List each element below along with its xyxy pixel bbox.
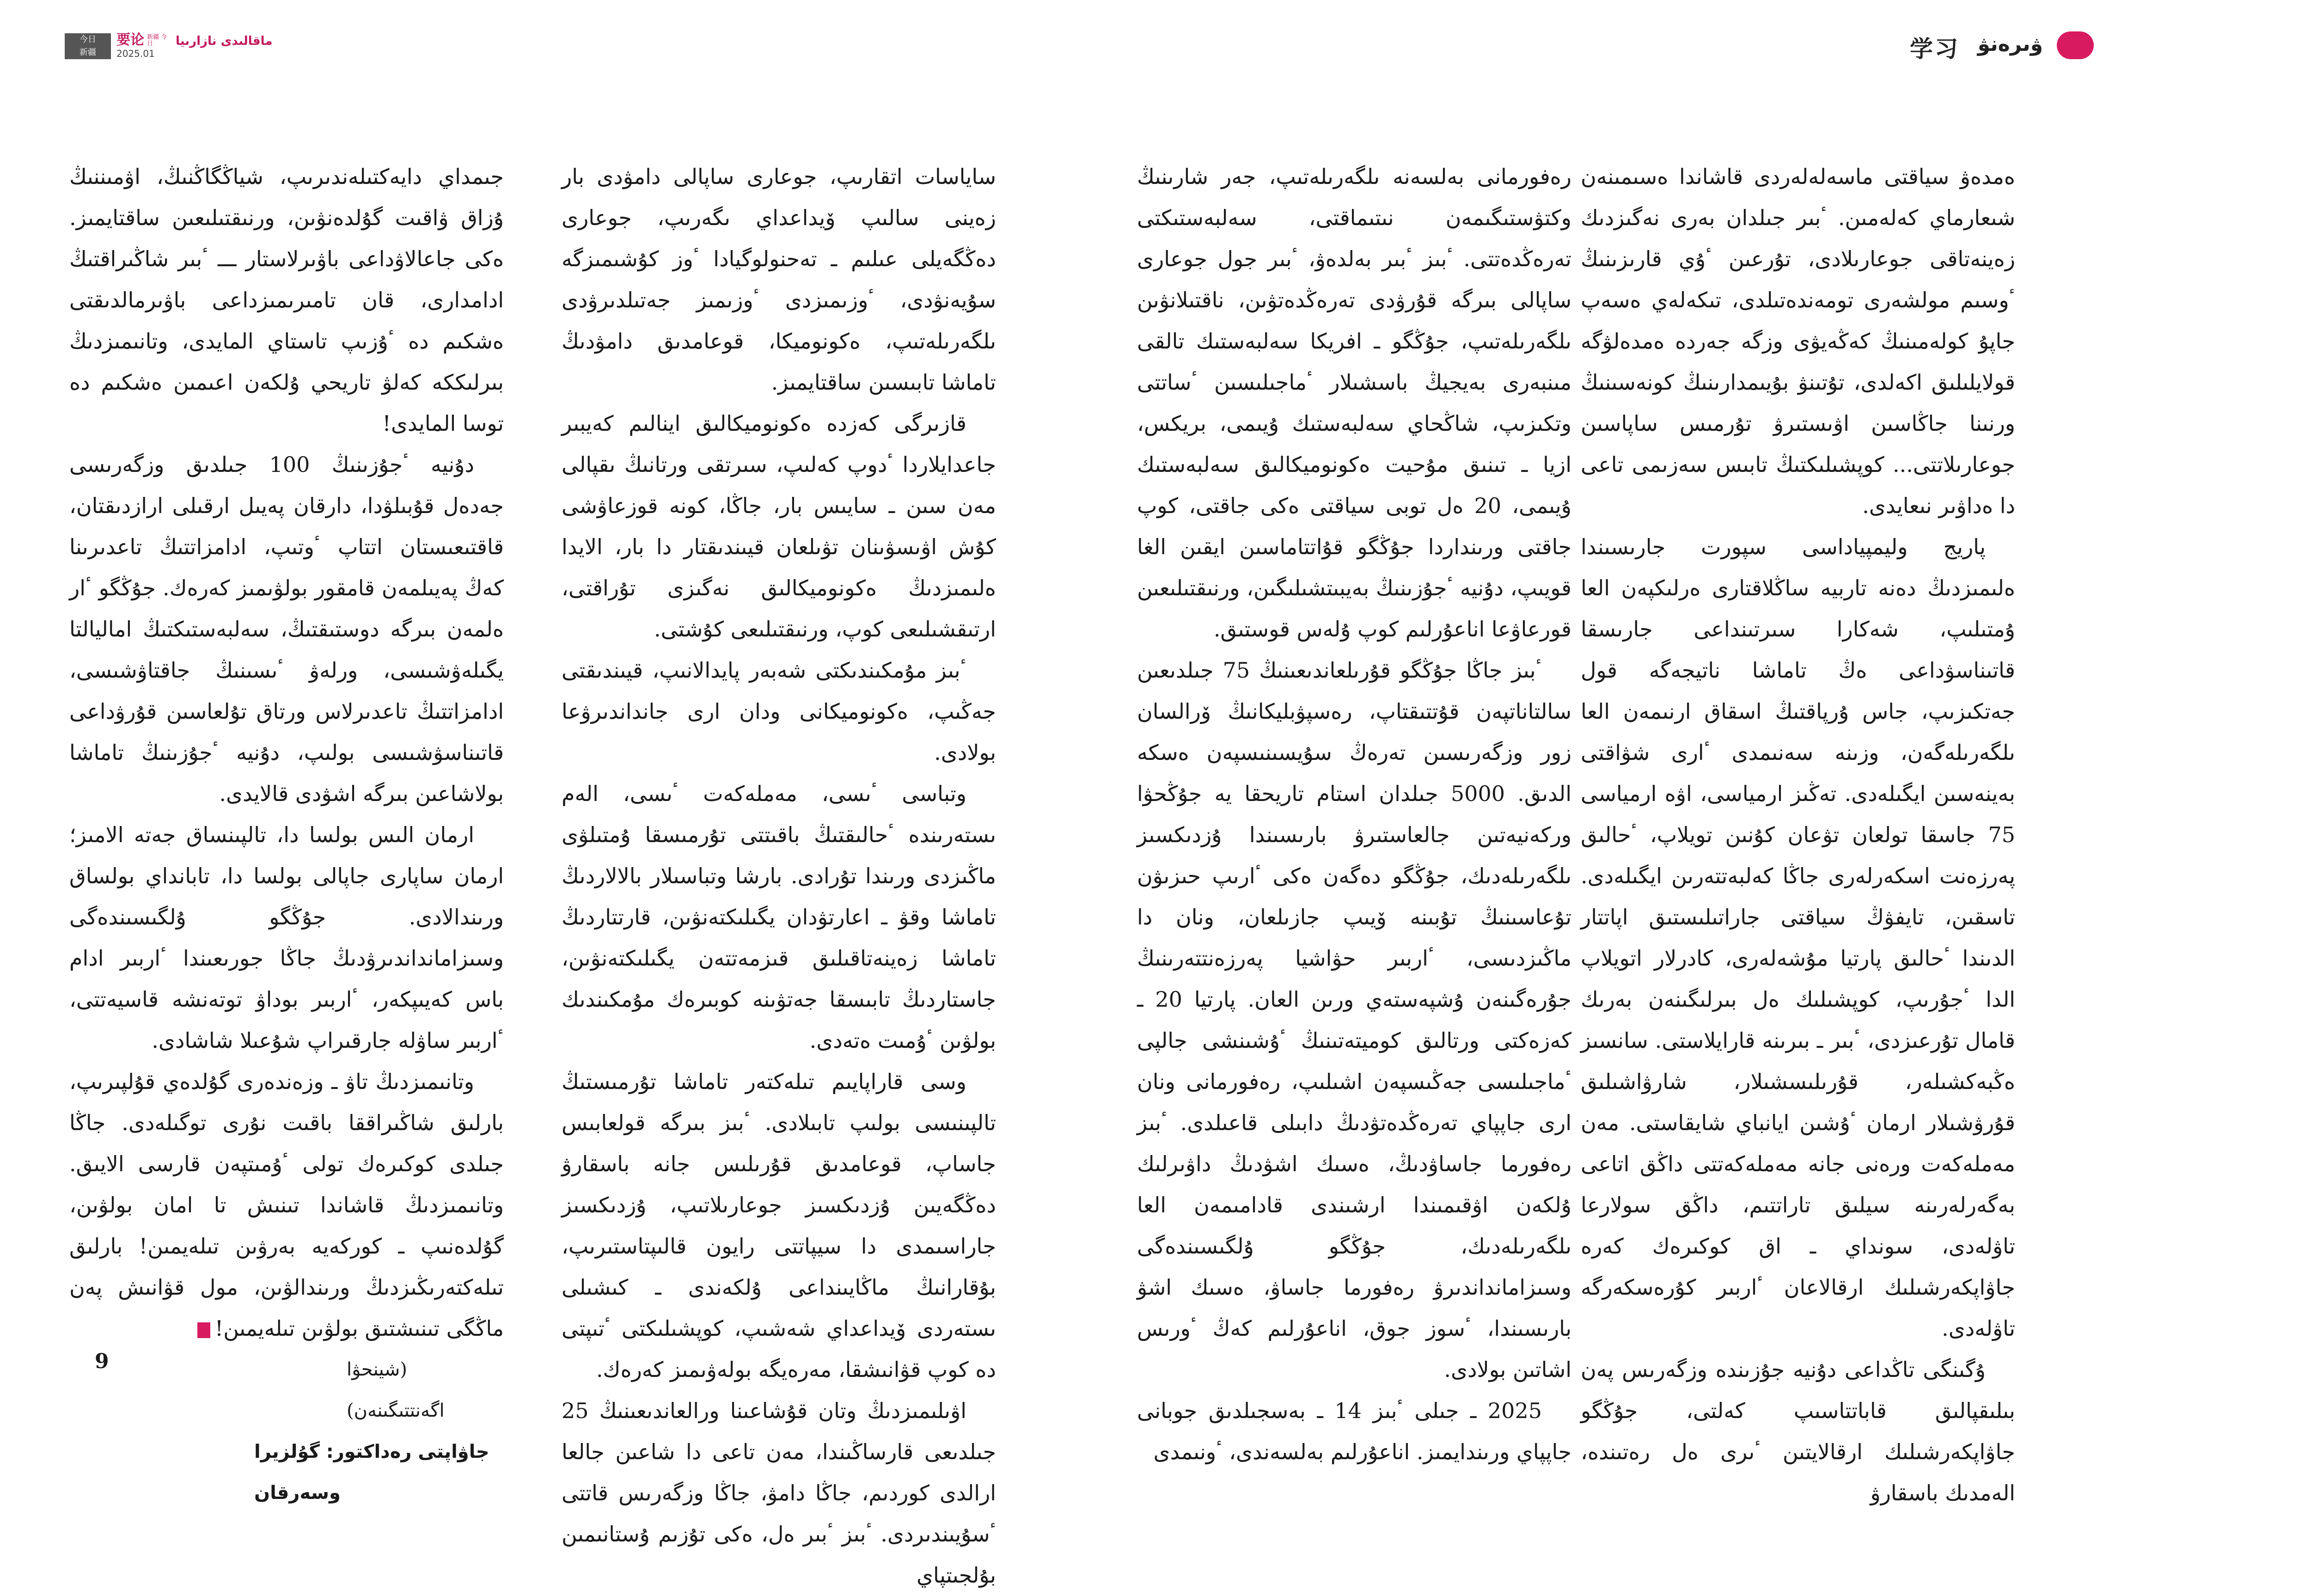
text-column-right-outer [1581, 156, 2015, 1505]
paragraph: رەفورمانى بەلسەنە ىلگەرىلەتىپ، جەر شارىنىڭ وكتۋستىگىمەن نىتىماقتى، سەلبەستىكتى تەرەڭدەتتى. ٴبىز ٴبىر بەلدەۋ، ٴبىر جول جوعارى ساپالى بىرگە قۇرۋدى تەرەڭدەتۋىن، ناقتىلانۋىن ىلگەرىلەتىپ، جۇڭگو ـ افريكا سەلبەستىك تالقى مىنبەرى بەيجيڭ باسشىلار ٴماجىلىسىن ٴساتتى وتكىزىپ، شاڭحاي سەلبەستىك ۇيىمى، بريكس، ازيا ـ تىنىق مۇحيت ەكونوميكالىق سەلبەستىك ۇيىمى، 20 ەل توبى سياقتى ەكى جاقتى، كوپ جاقتى ورىنداردا جۇڭگو قۇاتتاماسىن ايقىن الغا قويىپ، دۇنيە ٴجۇزىنىڭ بەيبىتشىلىگىن، ورنىقتىلىعىن قورعاۋعا اناعۇرلىم كوپ ۇلەس قوستىق. [1137, 164, 1571, 642]
section-marker-icon [2057, 31, 2094, 59]
paragraph: ٴبىز جاڭا جۇڭگو قۇرىلعاندىعىنىڭ 75 جىلدىعىن سالتاناتپەن قۇتتىقتاپ، رەسپۋبليكانىڭ ۆرالسان زور وزگەرىسىن تەرەڭ سۇيسىنىسپەن ەسكە الدىق. 5000 جىلدان استام تاريحقا يە جۇڭحۋا وركەنيەتىن جالعاستىرۋ بارىسىندا ۇزدىكسىز ىلگەرىلەدىك، جۇڭگو دەگەن ەكى ٴارىپ حىزىۋن تۇعاسىنىڭ تۇبىنە ۆيىپ جازىلعان، ونان دا ماڭىزدىسى، ٴاربىر حۋاشيا پەرزەنتتەرىنىڭ جۇرەگىنەن ۇشپەستەي ورىن العان. پارتيا 20 ـ كەزەكتى ورتالىق كوميتەتىنىڭ ٴۇشىنشى جالپى ٴماجىلىسى جەڭىسپەن اشىلىپ، رەفورمانى ونان ارى جاپپاي تەرەڭدەتۋدىڭ دابىلى قاعىلدى. ٴبىز رەفورما جاساۋدىڭ، ەسىك اشۋدىڭ داۋىرلىك ۇلكەن اۋقىمىندا ارشىندى قادامىمەن العا ىلگەرىلەدىك، جۇڭگو ۇلگىسىندەگى وسىزامانداندىرۋ رەفورما جاساۋ، ەسىك اشۋ بارىسىندا، ٴسوز جوق، اناعۇرلىم كەڭ ٴورىس اشاتىن بولادى. [1137, 658, 1571, 1382]
left-page [0, 0, 1040, 1588]
magazine-tag: 新疆 今日 [147, 34, 167, 47]
paragraph-final [69, 1061, 504, 1349]
paragraph: ۇگىنگى تاڭداعى دۇنيە جۇزىندە وزگەرىس پەن بىلىقپالىق قاباتتاسىپ كەلتى، جۇڭگو جاۋاپكەرشىلىك ارقالايتىن ٴىرى ەل رەتىندە، الەمدىك باسقارۋ [1581, 1357, 2015, 1505]
text-column-left-outer [69, 156, 504, 1504]
end-mark-icon: J [197, 1322, 210, 1338]
paragraph: ارمان الىس بولسا دا، تالپىنساق جەتە الامىز؛ ارمان ساپارى جاپالى بولسا دا، تابانداي بولساق ورىندالادى. جۇڭگو ۇلگىسىندەگى وسىزامانداندىرۋدىڭ جاڭا جورىعىندا ٴاربىر ادام باس كەيىپكەر، ٴاربىر بوداۋ توتەنشە قاسيەتتى، ٴاربىر ساۋلە جارقىراپ شۇعىلا شاشادى. [69, 822, 504, 1053]
paragraph: اۋىلىمىزدىڭ وتان قۇشاعىنا ورالعاندىعىنىڭ 25 جىلدىعى قارساڭىندا، مەن تاعى دا شاعىن جالعا ارالدى كوردىم، جاڭا دامۋ، جاڭا وزگەرىس قاتتى ٴسۇيىندىردى. ٴبىز ٴبىر ەل، ەكى تۇزىم ۇستانىمىن بۇلجىتپاي [562, 1398, 996, 1588]
magazine-name: 要论 [116, 32, 144, 48]
paragraph: جىمداي دايەكتىلەندىرىپ، شياڭگاڭنىڭ، اۋمىننىڭ ۇزاق ۋاقىت گۇلدەنۋىن، ورنىقتىلىعىن ساقتايمىز. ەكى جاعالاۋداعى باۋىرلاستار ـــ ٴبىر شاڭىراقتىڭ ادامدارى، قان تامىرىمىزداعى باۋىرمالدىقتى ەشكىم دە ٴۇزىپ تاستاي المايدى، وتانىمىزدىڭ بىرلىككە كەلۋ تاريحي ۇلكەن اعىمىن ەشكىم دە توسا المايدى! [69, 164, 504, 436]
paragraph: 2025 ـ جىلى ٴبىز 14 ـ بەسجىلدىق جوبانى جاپپاي ورىندايمىز. اناعۇرلىم بەلسەندى، ٴونىمدى [1137, 1398, 1571, 1464]
editor-credit: جاۋاپتى رەداكتور: گۇلزيرا وسەرقان [254, 1441, 489, 1504]
page-number-left: 9 [95, 1350, 109, 1373]
magazine-issue: 2025.01 [116, 48, 155, 59]
paragraph: ساياسات اتقارىپ، جوعارى ساپالى دامۋدى بار زەينى سالىپ ۆيداعداي ىگەرىپ، جوعارى دەڭگەيلى عىلىم ـ تەحنولوگيادا ٴوز كۇشىمىزگە سۇيەنۋدى، ٴوزىمىزدى ٴوزىمىز جەتىلدىرۋدى ىلگەرىلەتىپ، ەكونوميكا، قوعامدىق دامۋدىڭ تاماشا تابىسىن ساقتايمىز. [562, 164, 996, 395]
paragraph: دۇنيە ٴجۇزىنىڭ 100 جىلدىق وزگەرىسى جەدەل قۇبىلۋدا، دارقان پەيىل ارقىلى ارازدىقتان، قاقتىعىستان اتتاپ ٴوتىپ، ادامزاتتىڭ تاعدىرىنا كەڭ پەيىلمەن قامقور بولۋىمىز كەرەك. جۇڭگو ٴار ەلمەن بىرگە دوستىقتىڭ، سەلبەستىكتىڭ اماليالتا يگىلەۋشىسى، ورلەۋ ٴىسىنىڭ جاقتاۋشىسى، ادامزاتتىڭ تاعدىرلاس ورتاق تۇلعاسىن قۇرۋداعى قاتىناسۋشىسى بولىپ، دۇنيە ٴجۇزىنىڭ تاماشا بولاشاعىن بىرگە اشۋدى قالايدى. [69, 452, 504, 806]
source-credit: (شينحۋا اگەنتتىگىنەن) [347, 1359, 445, 1421]
section-header [1849, 28, 2080, 65]
paragraph-text: وتانىمىزدىڭ تاۋ ـ وزەندەرى گۇلدەي قۇلپىرىپ، بارلىق شاڭىراققا باقىت نۇرى توگىلەدى. جاڭا جىلدى كوكىرەك تولى ٴۇمىتپەن قارسى الايىق. وتانىمىزدىڭ قاشاندا تىنىش تا امان بولۋىن، گۇلدەنىپ ـ كوركەيە بەرۋىن تىلەيمىن! بارلىق تىلەكتەرىڭىزدىڭ ورىندالۋىن، مول قۋانىش پەن ماڭگى تىنىشتىق بولۋىن تىلەيمىن! [69, 1069, 504, 1341]
paragraph: وتباسى ٴىسى، مەملەكەت ٴىسى، الەم ىستەرىندە ٴحالىقتىڭ باقىتتى تۇرمىسقا ۇمتىلۋى ماڭىزدى ورىندا تۇرادى. بارشا وتباسىلار بالالاردىڭ تاماشا وقۋ ـ اعارتۋدان يگىلىكتەنۋىن، قارتتاردىڭ تاماشا زەينەتاقىلىق قىزمەتتەن يگىلىكتەنۋىن، جاستاردىڭ تابىسقا جەتۋىنە كوبىرەك مۇمكىندىك بولۋىن ٴۇمىت ەتەدى. [562, 781, 996, 1053]
magazine-logo [65, 33, 111, 59]
logo-line-1: 今日 [79, 35, 96, 44]
paragraph: ٴبىز مۇمكىندىكتى شەبەر پايدالانىپ، قيىندىقتى جەڭىپ، ەكونوميكانى ودان ارى جانداندىرۋعا بولادى. [562, 658, 996, 765]
text-column-right-inner [1137, 156, 1571, 1464]
paragraph: پاريج وليمپياداسى سپورت جارىسىندا ەلىمىزدىڭ دەنە تاربيە ساڭلاقتارى ەرلىكپەن العا ۇمتىلىپ، شەكارا سىرتىنداعى جارىسقا قاتىناسۋداعى ەڭ تاماشا ناتيجەگە قول جەتكىزىپ، جاس ۇرپاقتىڭ اسقاق ارنىمەن العا ىلگەرىلەگەن، وزىنە سەنىمدى ٴارى شۋاقتى بەينەسىن ايگىلەدى. تەڭىز ارمياسى، اۋە ارمياسى 75 جاسقا تولعان تۋعان كۇنىن تويلاپ، ٴحالىق پەرزەنت اسكەرلەرى جاڭا كەلبەتتەرىن ايگىلەدى. تاسقىن، تايفۋڭ سياقتى جاراتىلىستىق اپاتتار الدىندا ٴحالىق پارتيا مۇشەلەرى، كادرلار اتويلاپ الدا ٴجۇرىپ، كوپشىلىك ەل بىرلىگىنەن بەرىك قامال تۇرعىزدى، ٴبىر ـ بىرىنە قارايلاستى. سانسىز ەڭبەكشىلەر، قۇرىلىسشىلار، شارۋاشىلىق قۇرۋشىلار ارمان ٴۇشىن ايانباي شايقاستى. مەن مەملەكەت ورەنى جانە مەملەكەتتى داڭق اتاعى بەگەرلەرىنە سيلىق تاراتتىم، داڭق سولارعا تاۋلەدى، سونداي ـ اق كوكىرەك كەرە جاۋاپكەرشىلىك ارقالاعان ٴاربىر كۇرەسكەرگە تاۋلەدى. [1581, 534, 2015, 1341]
paragraph: قازىرگى كەزدە ەكونوميكالىق اينالىم كەيبىر جاعدايلاردا ٴدوپ كەلىپ، سىرتقى ورتانىڭ ىقپالى مەن سىن ـ سايىس بار، جاڭا، كونە قوزعاۋشى كۇش اۋىسۋىنان تۋىلعان قيىندىقتار دا بار، الايدا ەلىمىزدىڭ ەكونوميكالىق نەگىزى تۇراقتى، ارتىقشىلىعى كوپ، ورنىقتىلىعى كۇشتى. [562, 411, 996, 642]
text-column-left-inner [562, 156, 996, 1588]
magazine-name-uyghur: ماقالىدى نازارىيا [176, 34, 273, 48]
logo-line-2: 新疆 [79, 48, 96, 57]
paragraph: وسى قاراپايىم تىلەكتەر تاماشا تۇرمىستىڭ تالپىنىسى بولىپ تابىلادى. ٴبىز بىرگە قولعابىس جاساپ، قوعامدىق قۇرىلىس جانە باسقارۋ دەڭگەيىن ۇزدىكسىز جوعارىلاتىپ، ۇزدىكسىز جاراسىمدى دا سيپاتتى رايون قالىپتاستىرىپ، بۇقارانىڭ ماڭايىنداعى ۇلكەندى ـ كىشىلى ىستەردى ۆيداعداي شەشىپ، كوپشىلىكتى ٴتىپتى دە كوپ قۋانىشقا، مەرەيگە بولەۋىمىز كەرەك. [562, 1069, 996, 1382]
section-title-uyghur: ۋىرەنۋ [1977, 32, 2043, 56]
section-title-chinese: 学习 [1910, 36, 1960, 62]
magazine-header [65, 33, 305, 61]
paragraph: ەمدەۋ سياقتى ماسەلەلەردى قاشاندا ەسىمىنەن شىعارماي كەلەمىن. ٴبىر جىلدان بەرى نەگىزدىك زەينەتاقى جوعارىلادى، تۇرعىن ٴۇي قارىزىنىڭ ٴوسىم مولشەرى تومەندەتىلدى، تىكەلەي ەسەپ جاپۇ كولەمىنىڭ كەڭەيۋى وزگە جەردە ەمدەلۋگە قولايلىلىق اكەلدى، تۇتىنۋ بۇيىمدارىنىڭ كونەسىنىڭ ورنىنا جاڭاسىن اۋىستىرۋ تۇرمىس ساپاسىن جوعارىلاتتى... كوپشىلىكتىڭ تابىس سەزىمى تاعى دا ەداۋىر نىعايدى. [1581, 164, 2015, 518]
